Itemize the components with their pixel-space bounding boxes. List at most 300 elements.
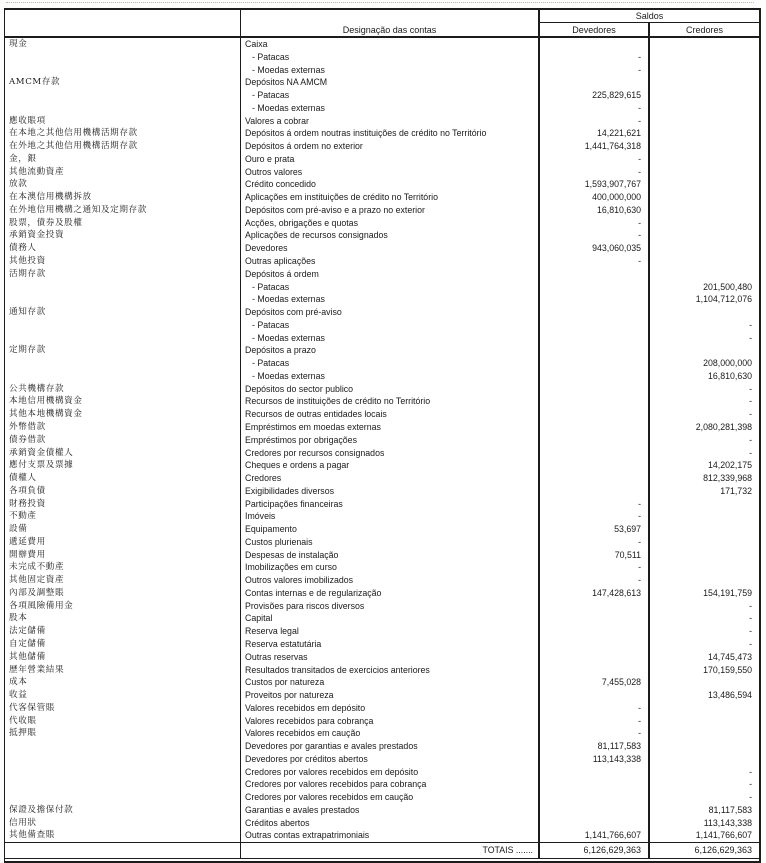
devedores-amount: - (540, 229, 650, 242)
account-label-portuguese: Aplicações em instituições de crédito no Território (241, 191, 540, 204)
account-label-chinese: 在本地之其他信用機構活期存款 (5, 127, 241, 140)
credores-amount (650, 166, 759, 179)
devedores-amount (540, 485, 650, 498)
account-label-portuguese: Caixa (241, 38, 540, 51)
devedores-amount: - (540, 727, 650, 740)
credores-amount: 81,117,583 (708, 804, 752, 815)
account-label-chinese: 代收賬 (5, 715, 241, 728)
table-row (5, 434, 759, 447)
credores-amount: 14,202,175 (707, 460, 752, 471)
account-label-chinese (5, 332, 241, 345)
credores-column-header: Credores (685, 25, 723, 35)
account-label-portuguese: - Patacas (241, 319, 540, 332)
devedores-amount (540, 689, 650, 702)
account-label-chinese: 現金 (5, 38, 241, 51)
account-label-portuguese: Participações financeiras (241, 498, 540, 511)
account-label-portuguese: Depósitos á ordem noutras instituições de crédito no Território (241, 127, 540, 140)
devedores-amount (540, 817, 650, 830)
account-label-chinese: 應收賬項 (5, 115, 241, 128)
account-label-chinese: 自定儲備 (5, 638, 241, 651)
table-row (5, 319, 759, 332)
account-label-chinese: 信用狀 (5, 817, 241, 830)
account-label-chinese: 保證及擔保付款 (5, 804, 241, 817)
devedores-amount: - (540, 715, 650, 728)
credores-amount (650, 115, 759, 128)
account-label-chinese: 本地信用機構資金 (5, 395, 241, 408)
account-label-chinese: 股本 (5, 612, 241, 625)
devedores-amount (540, 281, 650, 294)
credores-amount (650, 64, 759, 77)
trial-balance-table (4, 8, 761, 863)
credores-amount (650, 740, 759, 753)
credores-amount (650, 574, 759, 587)
credores-amount: 16,810,630 (707, 370, 752, 381)
table-row (5, 510, 759, 523)
table-row (5, 344, 759, 357)
account-label-portuguese: Depósitos NA AMCM (241, 76, 540, 89)
account-label-chinese: 法定儲備 (5, 625, 241, 638)
credores-amount: - (749, 766, 752, 777)
table-row (5, 664, 759, 677)
table-row (5, 766, 759, 779)
credores-amount: - (749, 434, 752, 445)
devedores-amount (540, 625, 650, 638)
account-label-portuguese: Credores (241, 472, 540, 485)
account-label-chinese (5, 766, 241, 779)
devedores-amount: - (540, 702, 650, 715)
credores-amount: - (749, 792, 752, 803)
designacao-column-header: Designação das contas (241, 10, 540, 36)
devedores-amount: 81,117,583 (540, 740, 650, 753)
account-label-portuguese: Depósitos com pré-aviso (241, 306, 540, 319)
account-label-chinese: 各項負債 (5, 485, 241, 498)
account-label-chinese (5, 753, 241, 766)
account-label-portuguese: - Patacas (241, 89, 540, 102)
credores-amount: 14,745,473 (707, 651, 752, 662)
account-label-portuguese: Reserva estatutária (241, 638, 540, 651)
account-label-chinese: 其他儲備 (5, 651, 241, 664)
devedores-amount: - (540, 153, 650, 166)
account-label-chinese: 代客保管賬 (5, 702, 241, 715)
account-label-chinese: 抵押賬 (5, 727, 241, 740)
account-label-portuguese: Empréstimos por obrigações (241, 434, 540, 447)
account-label-chinese (5, 740, 241, 753)
table-row (5, 306, 759, 319)
table-row (5, 702, 759, 715)
credores-amount (650, 536, 759, 549)
credores-amount (650, 268, 759, 281)
devedores-amount: 400,000,000 (540, 191, 650, 204)
table-row (5, 536, 759, 549)
account-label-portuguese: Valores recebidos em depósito (241, 702, 540, 715)
devedores-amount: 147,428,613 (540, 587, 650, 600)
table-row (5, 370, 759, 383)
devedores-amount: - (540, 574, 650, 587)
table-row (5, 498, 759, 511)
credores-amount (650, 229, 759, 242)
table-row (5, 829, 759, 842)
account-label-chinese: 債務人 (5, 242, 241, 255)
credores-amount (650, 702, 759, 715)
devedores-amount: - (540, 217, 650, 230)
account-label-chinese: 財務投資 (5, 498, 241, 511)
table-row (5, 612, 759, 625)
account-label-portuguese: Provisões para riscos diversos (241, 600, 540, 613)
devedores-amount (540, 268, 650, 281)
credores-amount: - (749, 613, 752, 624)
devedores-amount: - (540, 51, 650, 64)
account-label-portuguese: - Patacas (241, 51, 540, 64)
account-label-chinese (5, 281, 241, 294)
devedores-amount (540, 766, 650, 779)
table-row (5, 676, 759, 689)
account-label-chinese (5, 778, 241, 791)
devedores-amount (540, 408, 650, 421)
devedores-amount: - (540, 536, 650, 549)
account-label-portuguese: Valores recebidos para cobrança (241, 715, 540, 728)
table-row (5, 791, 759, 804)
account-label-portuguese: Imóveis (241, 510, 540, 523)
account-label-portuguese: - Patacas (241, 281, 540, 294)
table-row (5, 178, 759, 191)
table-row (5, 229, 759, 242)
credores-amount: - (749, 332, 752, 343)
devedores-amount: 16,810,630 (540, 204, 650, 217)
table-row (5, 459, 759, 472)
account-label-chinese (5, 370, 241, 383)
account-label-portuguese: Credores por recursos consignados (241, 447, 540, 460)
account-label-portuguese: Proveitos por natureza (241, 689, 540, 702)
devedores-amount: 225,829,615 (540, 89, 650, 102)
account-label-chinese: 在外地信用機構之通知及定期存款 (5, 204, 241, 217)
credores-amount (650, 51, 759, 64)
account-label-portuguese: Outras contas extrapatrimoniais (241, 829, 540, 842)
account-label-portuguese: Depósitos á ordem no exterior (241, 140, 540, 153)
account-label-chinese: 未完成不動產 (5, 561, 241, 574)
table-row (5, 293, 759, 306)
devedores-amount (540, 600, 650, 613)
devedores-amount (540, 664, 650, 677)
account-label-chinese: 其他投資 (5, 255, 241, 268)
table-row (5, 102, 759, 115)
devedores-amount (540, 38, 650, 51)
account-label-portuguese: Outros valores (241, 166, 540, 179)
account-label-chinese (5, 293, 241, 306)
devedores-amount (540, 332, 650, 345)
account-label-portuguese: Depósitos a prazo (241, 344, 540, 357)
devedores-amount: 1,593,907,767 (540, 178, 650, 191)
devedores-amount (540, 395, 650, 408)
credores-amount (650, 242, 759, 255)
table-row (5, 357, 759, 370)
account-label-portuguese: Valores a cobrar (241, 115, 540, 128)
devedores-amount: - (540, 561, 650, 574)
account-label-chinese: 遞延費用 (5, 536, 241, 549)
scan-edge-artifact (6, 2, 754, 3)
table-row (5, 625, 759, 638)
credores-amount: 201,500,480 (703, 281, 752, 292)
credores-amount: 170,159,550 (703, 664, 752, 675)
account-label-chinese: AMCM存款 (5, 76, 241, 89)
credores-amount: 812,339,968 (703, 473, 752, 484)
account-label-chinese: 股票，債券及股權 (5, 217, 241, 230)
account-label-portuguese: Despesas de instalação (241, 549, 540, 562)
devedores-amount: - (540, 166, 650, 179)
account-label-chinese: 承銷資金投資 (5, 229, 241, 242)
table-row (5, 561, 759, 574)
account-label-portuguese: Ouro e prata (241, 153, 540, 166)
devedores-amount: 113,143,338 (540, 753, 650, 766)
devedores-amount (540, 791, 650, 804)
account-label-portuguese: Custos por natureza (241, 676, 540, 689)
account-label-chinese: 歷年營業結果 (5, 664, 241, 677)
devedores-column-header: Devedores (540, 23, 650, 36)
account-label-portuguese: Recursos de instituições de crédito no Território (241, 395, 540, 408)
credores-amount: - (749, 319, 752, 330)
credores-amount (650, 89, 759, 102)
devedores-amount (540, 651, 650, 664)
account-label-portuguese: Depósitos á ordem (241, 268, 540, 281)
credores-amount: 113,143,338 (703, 817, 752, 828)
account-label-chinese: 活期存款 (5, 268, 241, 281)
table-row (5, 76, 759, 89)
credores-amount: - (749, 409, 752, 420)
table-row (5, 64, 759, 77)
credores-amount: 154,191,759 (703, 587, 752, 598)
table-row (5, 166, 759, 179)
credores-amount: 208,000,000 (703, 358, 752, 369)
account-label-portuguese: - Moedas externas (241, 102, 540, 115)
credores-amount: - (749, 447, 752, 458)
credores-amount (650, 102, 759, 115)
table-row (5, 740, 759, 753)
account-label-portuguese: Capital (241, 612, 540, 625)
account-label-portuguese: Exigibilidades diversos (241, 485, 540, 498)
credores-amount: 2,080,281,398 (695, 421, 752, 432)
table-row (5, 715, 759, 728)
account-label-portuguese: Cheques e ordens a pagar (241, 459, 540, 472)
table-row (5, 638, 759, 651)
table-row (5, 127, 759, 140)
saldos-group-header: Saldos (540, 10, 759, 23)
table-row (5, 191, 759, 204)
table-row (5, 804, 759, 817)
table-row (5, 89, 759, 102)
table-row (5, 115, 759, 128)
account-label-chinese: 應付支票及票據 (5, 459, 241, 472)
devedores-amount (540, 612, 650, 625)
table-row (5, 395, 759, 408)
credores-amount (650, 140, 759, 153)
credores-amount (650, 306, 759, 319)
totals-row (5, 842, 759, 859)
account-label-portuguese: Depósitos do sector publico (241, 383, 540, 396)
table-row (5, 472, 759, 485)
table-row (5, 485, 759, 498)
account-label-chinese: 在本澳信用機構拆放 (5, 191, 241, 204)
credores-amount: 1,141,766,607 (695, 830, 752, 841)
devedores-amount (540, 434, 650, 447)
saldos-header-group (540, 10, 759, 36)
credores-amount: - (749, 638, 752, 649)
credores-amount (650, 753, 759, 766)
account-label-portuguese: Outras reservas (241, 651, 540, 664)
account-label-portuguese: - Moedas externas (241, 370, 540, 383)
credores-amount (650, 38, 759, 51)
devedores-amount (540, 638, 650, 651)
devedores-amount (540, 804, 650, 817)
account-label-portuguese: Devedores (241, 242, 540, 255)
account-label-chinese: 其他本地機構資金 (5, 408, 241, 421)
account-label-portuguese: Valores recebidos em caução (241, 727, 540, 740)
table-row (5, 600, 759, 613)
table-row (5, 817, 759, 830)
credores-amount (650, 255, 759, 268)
credores-amount (650, 76, 759, 89)
credores-amount (650, 204, 759, 217)
account-label-portuguese: Empréstimos em moedas externas (241, 421, 540, 434)
account-label-chinese: 承銷資金債權人 (5, 447, 241, 460)
table-row (5, 255, 759, 268)
devedores-amount: 70,511 (540, 549, 650, 562)
credores-amount (650, 715, 759, 728)
table-row (5, 140, 759, 153)
account-label-chinese (5, 89, 241, 102)
devedores-amount (540, 293, 650, 306)
table-row (5, 727, 759, 740)
credores-amount: 13,486,594 (707, 690, 752, 701)
totals-label: TOTAIS ....... (241, 843, 540, 858)
devedores-amount (540, 472, 650, 485)
account-label-chinese (5, 102, 241, 115)
account-label-portuguese: Créditos abertos (241, 817, 540, 830)
table-row (5, 689, 759, 702)
account-label-portuguese: - Moedas externas (241, 332, 540, 345)
credores-amount (650, 127, 759, 140)
account-label-chinese: 其他固定資產 (5, 574, 241, 587)
account-label-portuguese: Devedores por créditos abertos (241, 753, 540, 766)
account-label-chinese: 內部及調整賬 (5, 587, 241, 600)
account-label-portuguese: Contas internas e de regularização (241, 587, 540, 600)
devedores-amount: 14,221,621 (540, 127, 650, 140)
chinese-label-column-header (5, 10, 241, 36)
account-label-chinese: 債券借款 (5, 434, 241, 447)
devedores-amount (540, 459, 650, 472)
account-label-portuguese: Devedores por garantias e avales prestados (241, 740, 540, 753)
table-row (5, 204, 759, 217)
devedores-amount: - (540, 64, 650, 77)
devedores-amount: 7,455,028 (540, 676, 650, 689)
saldos-subheaders (540, 23, 759, 36)
credores-amount (650, 191, 759, 204)
account-label-portuguese: Depósitos com pré-aviso e a prazo no exterior (241, 204, 540, 217)
account-label-chinese: 放款 (5, 178, 241, 191)
account-label-chinese: 不動產 (5, 510, 241, 523)
account-label-chinese: 公共機構存款 (5, 383, 241, 396)
devedores-amount (540, 370, 650, 383)
account-label-portuguese: Garantias e avales prestados (241, 804, 540, 817)
table-row (5, 242, 759, 255)
devedores-amount: - (540, 498, 650, 511)
account-label-portuguese: Equipamento (241, 523, 540, 536)
account-label-portuguese: Credores por valores recebidos para cobrança (241, 778, 540, 791)
table-row (5, 574, 759, 587)
account-label-chinese: 在外地之其他信用機構活期存款 (5, 140, 241, 153)
devedores-amount: - (540, 102, 650, 115)
account-label-chinese (5, 64, 241, 77)
table-row (5, 408, 759, 421)
account-label-portuguese: Crédito concedido (241, 178, 540, 191)
credores-amount: 171,732 (720, 485, 752, 496)
table-row (5, 523, 759, 536)
account-label-chinese: 收益 (5, 689, 241, 702)
account-label-chinese: 其他備查賬 (5, 829, 241, 842)
account-label-portuguese: Recursos de outras entidades locais (241, 408, 540, 421)
table-row (5, 383, 759, 396)
account-label-portuguese: Credores por valores recebidos em depósito (241, 766, 540, 779)
account-label-chinese (5, 791, 241, 804)
credores-amount: - (749, 383, 752, 394)
devedores-amount: 943,060,035 (540, 242, 650, 255)
account-label-chinese: 通知存款 (5, 306, 241, 319)
table-row (5, 651, 759, 664)
credores-amount (650, 153, 759, 166)
credores-amount: - (749, 396, 752, 407)
credores-amount (650, 510, 759, 523)
credores-amount (650, 561, 759, 574)
table-row (5, 281, 759, 294)
credores-amount (650, 676, 759, 689)
account-label-portuguese: Resultados transitados de exercicios anteriores (241, 664, 540, 677)
table-row (5, 778, 759, 791)
devedores-amount (540, 306, 650, 319)
account-label-chinese: 成本 (5, 676, 241, 689)
table-header (5, 10, 759, 38)
table-row (5, 753, 759, 766)
devedores-amount (540, 344, 650, 357)
account-label-portuguese: Custos plurienais (241, 536, 540, 549)
devedores-amount (540, 778, 650, 791)
credores-amount (650, 344, 759, 357)
devedores-amount (540, 421, 650, 434)
account-label-chinese: 設備 (5, 523, 241, 536)
account-label-chinese: 金，銀 (5, 153, 241, 166)
devedores-amount: 1,441,764,318 (540, 140, 650, 153)
account-label-chinese (5, 357, 241, 370)
devedores-amount (540, 76, 650, 89)
account-label-chinese (5, 319, 241, 332)
credores-amount: 1,104,712,076 (695, 294, 752, 305)
credores-amount: - (749, 779, 752, 790)
account-label-portuguese: Credores por valores recebidos em caução (241, 791, 540, 804)
account-label-chinese: 其他流動資產 (5, 166, 241, 179)
credores-amount (650, 523, 759, 536)
account-label-chinese: 開辦費用 (5, 549, 241, 562)
table-row (5, 38, 759, 51)
table-row (5, 268, 759, 281)
table-row (5, 549, 759, 562)
credores-amount (650, 727, 759, 740)
account-label-portuguese: Acções, obrigações e quotas (241, 217, 540, 230)
totals-chinese-cell (5, 843, 241, 858)
credores-amount (650, 549, 759, 562)
account-label-portuguese: - Moedas externas (241, 293, 540, 306)
account-label-chinese: 定期存款 (5, 344, 241, 357)
table-row (5, 587, 759, 600)
table-row (5, 447, 759, 460)
table-row (5, 217, 759, 230)
table-row (5, 421, 759, 434)
